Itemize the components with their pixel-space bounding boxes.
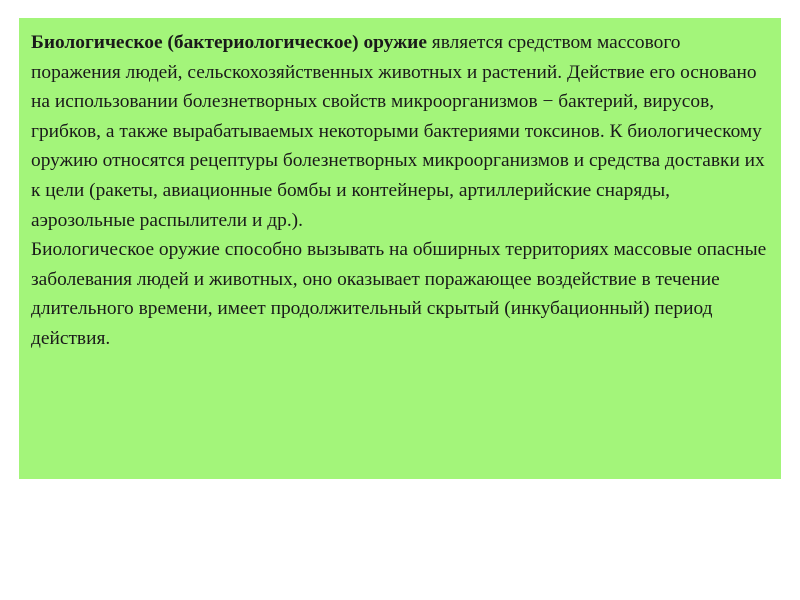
definition-body: является средством массового поражения людей, сельскохозяйственных животных и растений. Действие его основано на использовании болезнетворных свойств микроорганизмов − бактерий, вирусов, грибков, а также вырабатываемых некоторыми бактериями токсинов. К биологическому оружию относятся рецептуры болезнетворных микроорганизмов и средства доставки их к цели (ракеты, авиационные бомбы и контейнеры, артиллерийские снаряды, аэрозольные распылители и др.). — [31, 32, 765, 231]
effects-paragraph: Биологическое оружие способно вызывать на обширных территориях массовые опасные заболевания людей и животных, оно оказывает поражающее воздействие в течение длительного времени, имеет продолжительный скрытый (инкубационный) период действия. — [31, 239, 767, 349]
definition-term: Биологическое (бактериологическое) оружие — [31, 32, 427, 53]
definition-paragraph — [31, 28, 771, 235]
definition-text-box — [19, 18, 781, 479]
